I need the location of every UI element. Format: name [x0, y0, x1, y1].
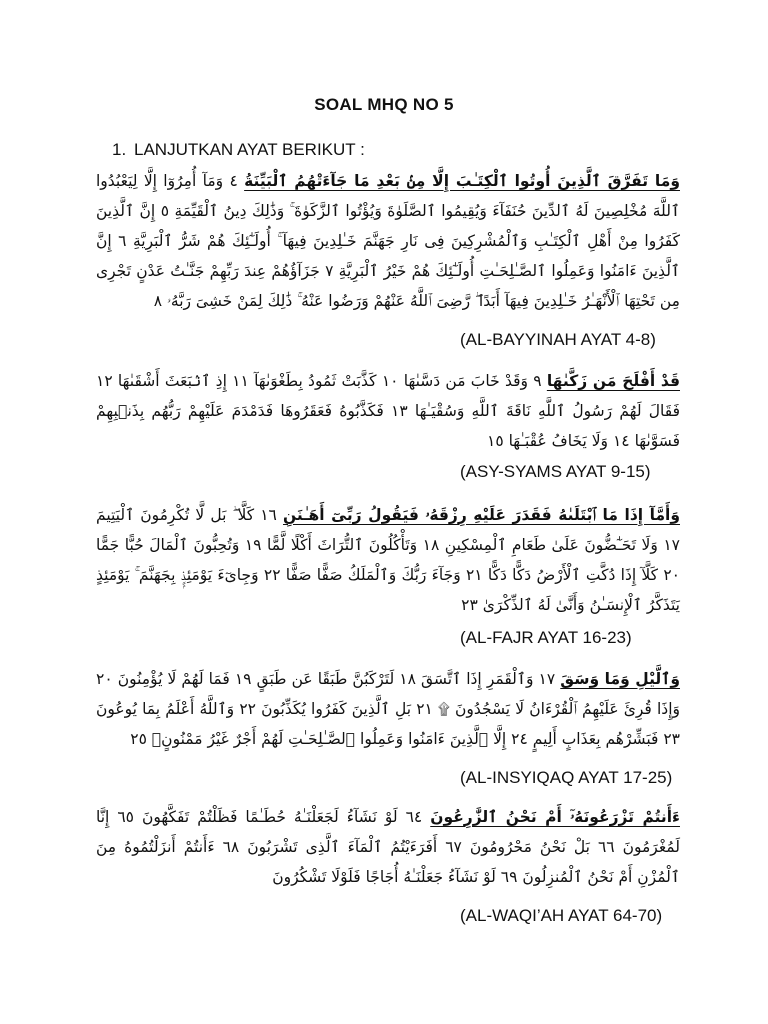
verse-passage	[96, 366, 680, 456]
passage-text: ٦٤ لَوْ نَشَآءُ لَجَعَلْنَـٰهُ حُطَـٰمًا فَظَلْتُمْ تَفَكَّهُونَ ٦٥ إِنَّا لَمُغْرَمُونَ ٦٦ بَلْ نَحْنُ مَحْرُومُونَ ٦٧ أَفَرَءَيْتُمُ ٱلْمَآءَ ٱلَّذِى تَشْرَبُونَ ٦٨ ءَأَنتُمْ أَنزَلْتُمُوهُ مِنَ ٱلْمُزْنِ أَمْ نَحْنُ ٱلْمُنزِلُونَ ٦٩ لَوْ نَشَآءُ جَعَلْنَـٰهُ أُجَاجًا فَلَوْلَا تَشْكُرُونَ	[96, 808, 680, 886]
verse-passage	[96, 166, 680, 316]
passage-lead: ءَأَنتُمْ تَزْرَعُونَهُۥٓ أَمْ نَحْنُ ٱلزَّٰرِعُونَ	[430, 808, 680, 826]
passage-lead: وَٱلَّيْلِ وَمَا وَسَقَ	[560, 670, 680, 688]
surah-reference: (AL-WAQI’AH AYAT 64-70)	[460, 906, 663, 925]
verse-passage	[96, 664, 680, 754]
verse-passage	[96, 802, 680, 892]
passage-text: ٩ وَقَدْ خَابَ مَن دَسَّىٰهَا ١٠ كَذَّبَتْ ثَمُودُ بِطَغْوَىٰهَآ ١١ إِذِ ٱنۢبَعَثَ أَشْقَىٰهَا ١٢ فَقَالَ لَهُمْ رَسُولُ ٱللَّهِ نَاقَةَ ٱللَّهِ وَسُقْيَـٰهَا ١٣ فَكَذَّبُوهُ فَعَقَرُوهَا فَدَمْدَمَ عَلَيْهِمْ رَبُّهُم بِذَنۢبِهِمْ فَسَوَّىٰهَا ١٤ وَلَا يَخَافُ عُقْبَـٰهَا ١٥	[96, 372, 680, 450]
page-title: SOAL MHQ NO 5	[314, 95, 454, 114]
verse-passage	[96, 500, 680, 620]
instruction-line	[112, 140, 365, 160]
instruction-text: LANJUTKAN AYAT BERIKUT :	[134, 140, 365, 159]
passage-text: ١٧ وَٱلْقَمَرِ إِذَا ٱتَّسَقَ ١٨ لَتَرْكَبُنَّ طَبَقًا عَن طَبَقٍ ١٩ فَمَا لَهُمْ لَا يُؤْمِنُونَ ٢٠ وَإِذَا قُرِئَ عَلَيْهِمُ ٱلْقُرْءَانُ لَا يَسْجُدُونَ ۩ ٢١ بَلِ ٱلَّذِينَ كَفَرُوا يُكَذِّبُونَ ٢٢ وَٱللَّهُ أَعْلَمُ بِمَا يُوعُونَ ٢٣ فَبَشِّرْهُم بِعَذَابٍ أَلِيمٍ ٢٤ إِلَّا ٱلَّذِينَ ءَامَنُوا وَعَمِلُوا ٱلصَّـٰلِحَـٰتِ لَهُمْ أَجْرٌ غَيْرُ مَمْنُونٍۭ ٢٥	[96, 670, 680, 748]
surah-reference: (ASY-SYAMS AYAT 9-15)	[460, 462, 651, 481]
surah-reference: (AL-FAJR AYAT 16-23)	[460, 628, 632, 647]
surah-reference: (AL-BAYYINAH AYAT 4-8)	[460, 330, 656, 349]
instruction-number: 1.	[112, 140, 127, 159]
surah-reference: (AL-INSYIQAQ AYAT 17-25)	[460, 768, 673, 787]
passage-lead: قَدْ أَفْلَحَ مَن زَكَّىٰهَا	[546, 372, 680, 390]
passage-lead: وَمَا تَفَرَّقَ ٱلَّذِينَ أُوتُوا ٱلْكِتَـٰبَ إِلَّا مِنۢ بَعْدِ مَا جَآءَتْهُمُ ٱلْبَيِّنَةُ	[244, 172, 680, 190]
passage-text: ٤ وَمَآ أُمِرُوٓا إِلَّا لِيَعْبُدُوا ٱللَّهَ مُخْلِصِينَ لَهُ ٱلدِّينَ حُنَفَآءَ وَيُقِيمُوا ٱلصَّلَوٰةَ وَيُؤْتُوا ٱلزَّكَوٰةَ ۚ وَذَٰلِكَ دِينُ ٱلْقَيِّمَةِ ٥ إِنَّ ٱلَّذِينَ كَفَرُوا مِنْ أَهْلِ ٱلْكِتَـٰبِ وَٱلْمُشْرِكِينَ فِى نَارِ جَهَنَّمَ خَـٰلِدِينَ فِيهَآ ۚ أُولَـٰٓئِكَ هُمْ شَرُّ ٱلْبَرِيَّةِ ٦ إِنَّ ٱلَّذِينَ ءَامَنُوا وَعَمِلُوا ٱلصَّـٰلِحَـٰتِ أُولَـٰٓئِكَ هُمْ خَيْرُ ٱلْبَرِيَّةِ ٧ جَزَآؤُهُمْ عِندَ رَبِّهِمْ جَنَّـٰتُ عَدْنٍ تَجْرِى مِن تَحْتِهَا ٱلْأَنْهَـٰرُ خَـٰلِدِينَ فِيهَآ أَبَدًا ۖ رَّضِىَ ٱللَّهُ عَنْهُمْ وَرَضُوا عَنْهُ ۚ ذَٰلِكَ لِمَنْ خَشِىَ رَبَّهُۥ ٨	[96, 172, 680, 310]
passage-text: ١٦ كَلَّا ۖ بَل لَّا تُكْرِمُونَ ٱلْيَتِيمَ ١٧ وَلَا تَحَـٰٓضُّونَ عَلَىٰ طَعَامِ ٱلْمِسْكِينِ ١٨ وَتَأْكُلُونَ ٱلتُّرَاثَ أَكْلًا لَّمًّا ١٩ وَتُحِبُّونَ ٱلْمَالَ حُبًّا جَمًّا ٢٠ كَلَّآ إِذَا دُكَّتِ ٱلْأَرْضُ دَكًّا دَكًّا ٢١ وَجَآءَ رَبُّكَ وَٱلْمَلَكُ صَفًّا صَفًّا ٢٢ وَجِاىٓءَ يَوْمَئِذٍۭ بِجَهَنَّمَ ۚ يَوْمَئِذٍ يَتَذَكَّرُ ٱلْإِنسَـٰنُ وَأَنَّىٰ لَهُ ٱلذِّكْرَىٰ ٢٣	[96, 506, 680, 614]
passage-lead: وَأَمَّآ إِذَا مَا ٱبْتَلَىٰهُ فَقَدَرَ عَلَيْهِ رِزْقَهُۥ فَيَقُولُ رَبِّىٓ أَهَـٰنَنِ	[282, 506, 680, 524]
